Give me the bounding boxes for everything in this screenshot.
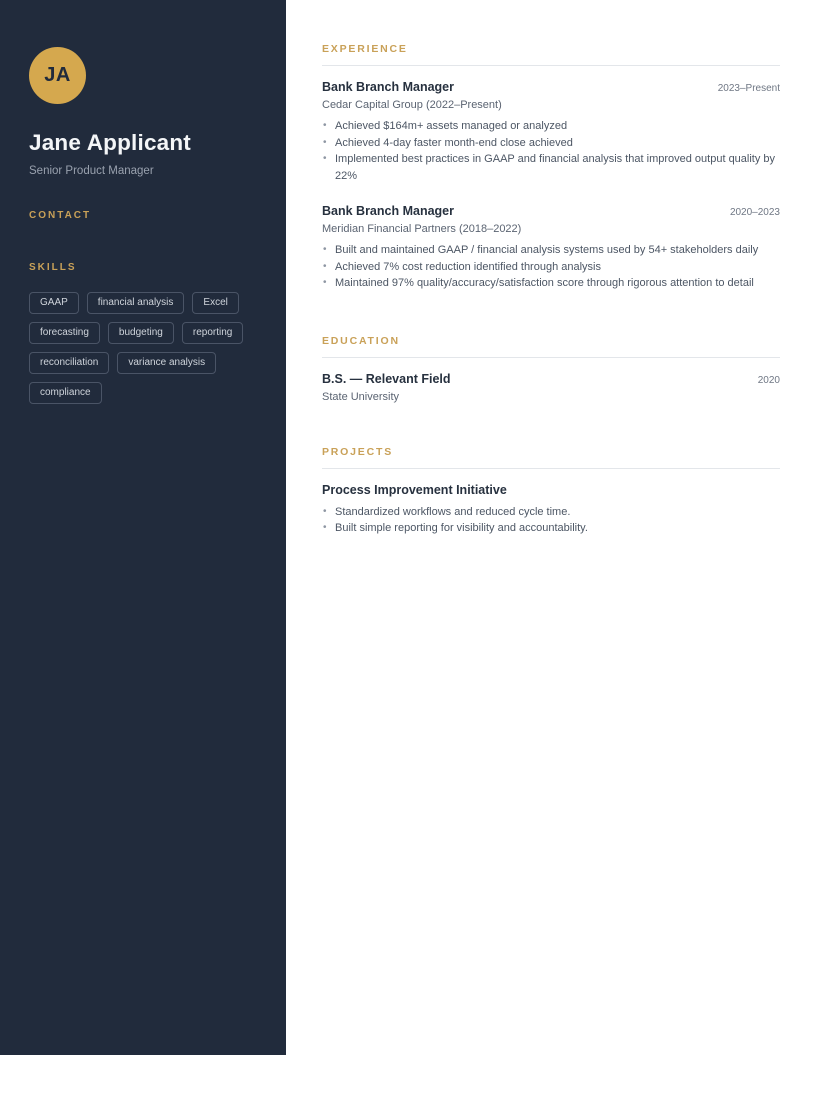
skill-chip: reconciliation (29, 352, 109, 374)
project-entry-header (322, 483, 780, 497)
skill-chip: reporting (182, 322, 243, 344)
experience-heading: EXPERIENCE (322, 43, 780, 66)
education-dates: 2020 (757, 374, 780, 386)
skills-heading: SKILLS (29, 262, 77, 273)
school-name: State University (322, 390, 400, 403)
education-heading: EDUCATION (322, 335, 780, 358)
bullet-item: • Achieved 7% cost reduction identified through analysis (322, 259, 780, 276)
experience-list (322, 80, 780, 292)
avatar-initials: JA (44, 64, 71, 86)
skill-chip: variance analysis (117, 352, 216, 374)
education-entry-header (322, 372, 780, 386)
sidebar (0, 0, 286, 1055)
contact-heading: CONTACT (29, 210, 92, 221)
education-section (322, 335, 780, 403)
job-entry-header (322, 80, 780, 94)
degree-title: B.S. — Relevant Field (322, 371, 451, 386)
avatar (29, 47, 86, 104)
job-title: Bank Branch Manager (322, 204, 454, 218)
skill-chip: budgeting (108, 322, 174, 344)
projects-list (322, 483, 780, 537)
job-entry (322, 80, 780, 184)
skill-chip: financial analysis (87, 292, 185, 314)
bullet-item: • Implemented best practices in GAAP and financial analysis that improved output quality by 22% (322, 151, 780, 184)
experience-section (322, 43, 780, 292)
education-entry (322, 372, 780, 403)
job-company: Cedar Capital Group (2022–Present) (322, 99, 502, 111)
project-entry (322, 483, 780, 537)
resume-main (286, 0, 816, 580)
skill-chip: forecasting (29, 322, 100, 344)
bullet-item: • Built and maintained GAAP / financial analysis systems used by 54+ stakeholders daily (322, 242, 780, 259)
projects-heading: PROJECTS (322, 446, 780, 469)
bullet-item: • Maintained 97% quality/accuracy/satisfaction score through rigorous attention to detail (322, 275, 780, 292)
skills-list (29, 292, 257, 404)
bullet-item: • Achieved 4-day faster month-end close achieved (322, 135, 780, 152)
job-company: Meridian Financial Partners (2018–2022) (322, 223, 522, 235)
job-entry (322, 204, 780, 292)
project-bullet-list (322, 504, 780, 537)
job-entry-header (322, 204, 780, 218)
candidate-job-title: Senior Product Manager (29, 165, 154, 177)
bullet-item: • Standardized workflows and reduced cycle time. (322, 504, 780, 521)
job-bullet-list (322, 242, 780, 292)
projects-section (322, 446, 780, 537)
bullet-item: • Built simple reporting for visibility and accountability. (322, 520, 780, 537)
education-list (322, 372, 780, 403)
job-title: Bank Branch Manager (322, 80, 454, 94)
skill-chip: GAAP (29, 292, 79, 314)
skill-chip: compliance (29, 382, 102, 404)
job-dates: 2020–2023 (729, 207, 780, 218)
bullet-item: • Achieved $164m+ assets managed or analyzed (322, 118, 780, 135)
skill-chip: Excel (192, 292, 238, 314)
job-bullet-list (322, 118, 780, 184)
candidate-name: Jane Applicant (29, 130, 192, 155)
project-title: Process Improvement Initiative (322, 482, 507, 497)
job-dates: 2023–Present (717, 83, 780, 94)
